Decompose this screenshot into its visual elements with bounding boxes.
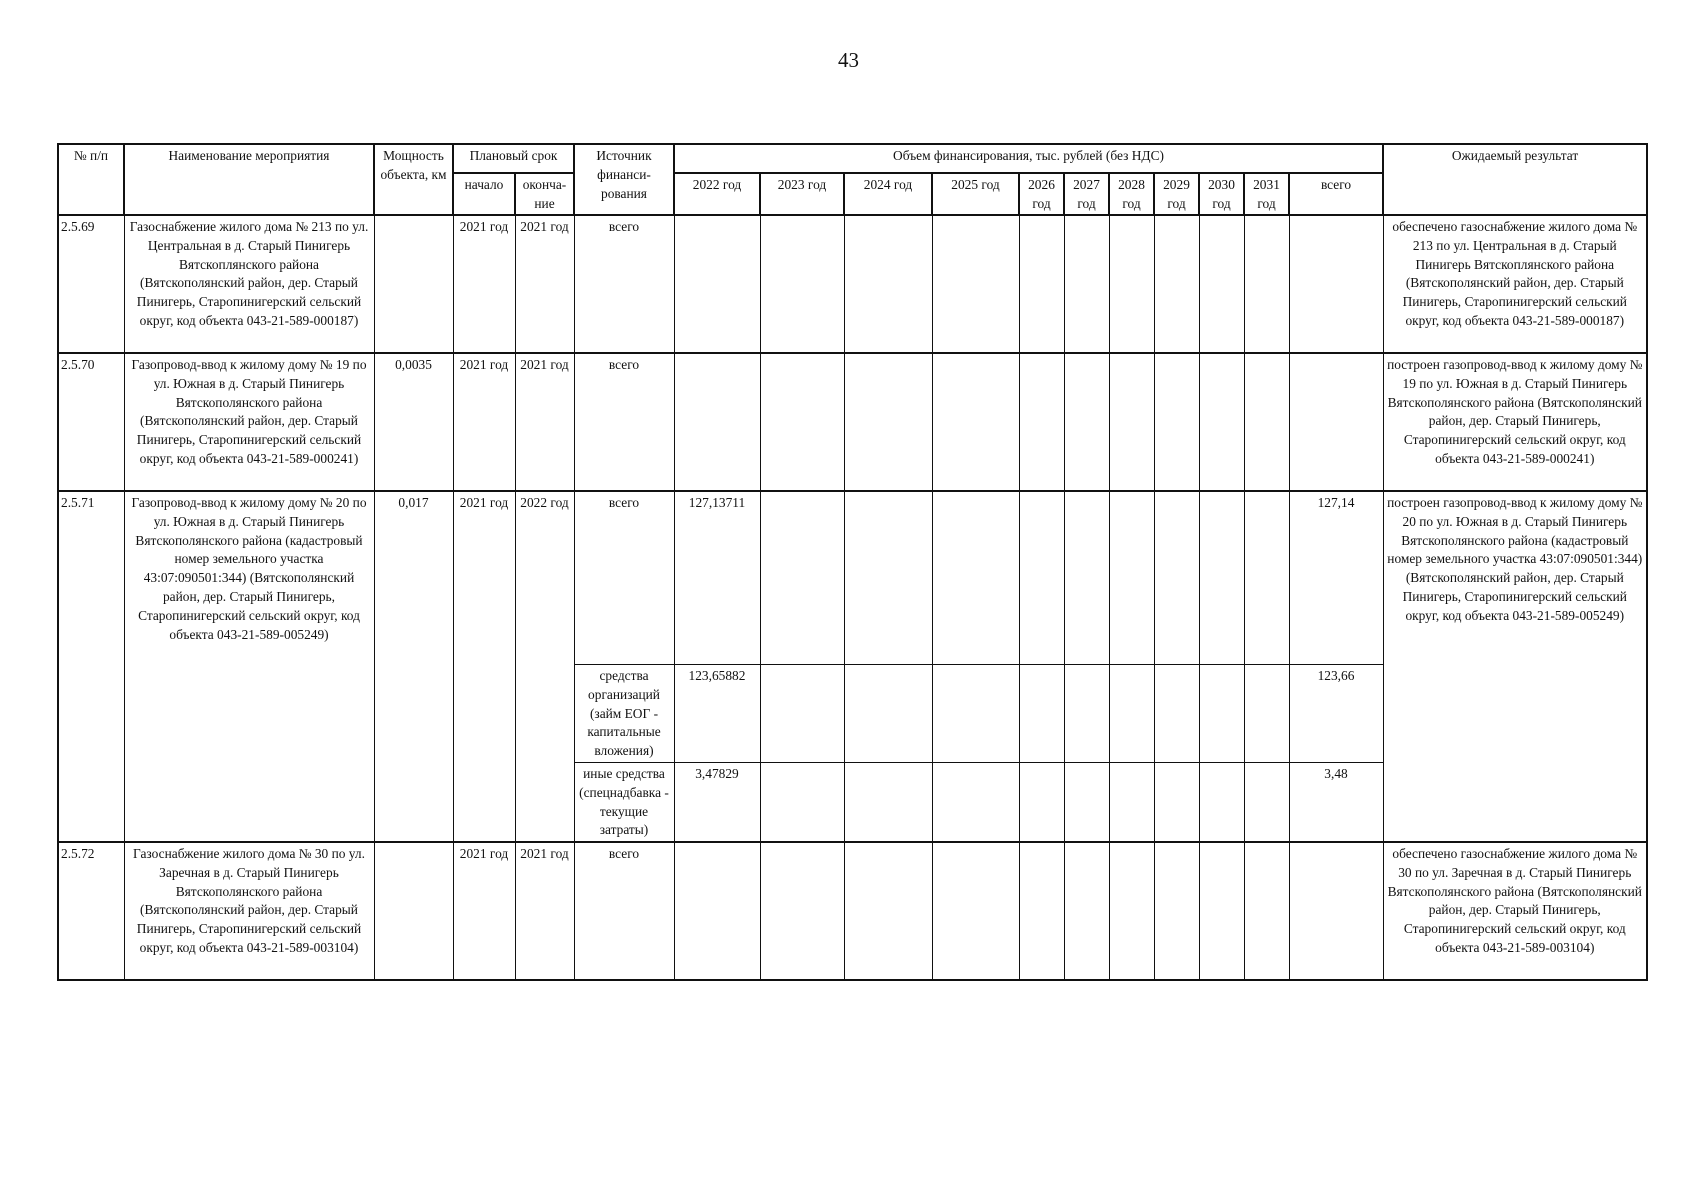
header-year: 2025 год xyxy=(932,173,1019,215)
row-source: всего xyxy=(574,353,674,491)
row-name: Газоснабжение жилого дома № 213 по ул. Центральная в д. Старый Пинигерь Вятскоплянского района (Вятскополянский район, дер. Старый Пинигерь, Старопинигерский сельский округ, код объекта 043-21-589-000187) xyxy=(124,215,374,353)
table-header xyxy=(58,144,1647,215)
row-capacity xyxy=(374,215,453,353)
row-num: 2.5.72 xyxy=(58,842,124,980)
table-row xyxy=(58,842,1647,980)
row-value-2022: 123,65882 xyxy=(674,665,760,763)
row-num: 2.5.71 xyxy=(58,491,124,842)
header-num: № п/п xyxy=(58,144,124,215)
page-number: 43 xyxy=(838,48,859,72)
row-total: 3,48 xyxy=(1289,763,1383,843)
row-source: средства организаций (займ ЕОГ - капитальные вложения) xyxy=(574,665,674,763)
row-total xyxy=(1289,842,1383,980)
row-total xyxy=(1289,353,1383,491)
row-value-2022: 3,47829 xyxy=(674,763,760,843)
row-source: иные средства (спецнадбавка - текущие затраты) xyxy=(574,763,674,843)
table-row xyxy=(58,353,1647,491)
header-name: Наименование мероприятия xyxy=(124,144,374,215)
header-year: 2031 год xyxy=(1244,173,1289,215)
row-result: обеспечено газоснабжение жилого дома № 213 по ул. Центральная в д. Старый Пинигерь Вятскоплянского района (Вятскополянский район, дер. Старый Пинигерь, Старопинигерский сельский округ, код объекта 043-21-589-000187) xyxy=(1383,215,1647,353)
row-name: Газопровод-ввод к жилому дому № 20 по ул. Южная в д. Старый Пинигерь Вятскополянского района (кадастровый номер земельного участка 43:07:090501:344) (Вятскополянский район, дер. Старый Пинигерь, Старопинигерский сельский округ, код объекта 043-21-589-005249) xyxy=(124,491,374,842)
header-planned-term: Плановый срок xyxy=(453,144,574,173)
financing-table xyxy=(57,143,1648,981)
row-result: обеспечено газоснабжение жилого дома № 30 по ул. Заречная в д. Старый Пинигерь Вятскополянского района (Вятскополянский район, дер. Старый Пинигерь, Старопинигерский сельский округ, код объекта 043-21-589-003104) xyxy=(1383,842,1647,980)
row-end: 2021 год xyxy=(515,842,574,980)
header-capacity: Мощность объекта, км xyxy=(374,144,453,215)
row-value-2022 xyxy=(674,353,760,491)
header-start: начало xyxy=(453,173,515,215)
row-name: Газопровод-ввод к жилому дому № 19 по ул. Южная в д. Старый Пинигерь Вятскополянского района (Вятскополянский район, дер. Старый Пинигерь, Старопинигерский сельский округ, код объекта 043-21-589-000241) xyxy=(124,353,374,491)
row-end: 2021 год xyxy=(515,353,574,491)
header-total: всего xyxy=(1289,173,1383,215)
header-year: 2024 год xyxy=(844,173,932,215)
header-year: 2027 год xyxy=(1064,173,1109,215)
header-year: 2026 год xyxy=(1019,173,1064,215)
row-num: 2.5.70 xyxy=(58,353,124,491)
header-year: 2023 год xyxy=(760,173,844,215)
header-year: 2029 год xyxy=(1154,173,1199,215)
row-source: всего xyxy=(574,842,674,980)
row-start: 2021 год xyxy=(453,353,515,491)
row-total: 127,14 xyxy=(1289,491,1383,665)
row-name: Газоснабжение жилого дома № 30 по ул. Заречная в д. Старый Пинигерь Вятскополянского района (Вятскополянский район, дер. Старый Пинигерь, Старопинигерский сельский округ, код объекта 043-21-589-003104) xyxy=(124,842,374,980)
row-capacity: 0,017 xyxy=(374,491,453,842)
row-start: 2021 год xyxy=(453,842,515,980)
header-result: Ожидаемый результат xyxy=(1383,144,1647,215)
row-value-2022 xyxy=(674,215,760,353)
header-year: 2030 год xyxy=(1199,173,1244,215)
header-year: 2028 год xyxy=(1109,173,1154,215)
row-source: всего xyxy=(574,215,674,353)
row-value-2022 xyxy=(674,842,760,980)
row-start: 2021 год xyxy=(453,215,515,353)
row-total xyxy=(1289,215,1383,353)
row-capacity xyxy=(374,842,453,980)
row-source: всего xyxy=(574,491,674,665)
header-end: оконча-ние xyxy=(515,173,574,215)
header-financing: Объем финансирования, тыс. рублей (без НДС) xyxy=(674,144,1383,173)
row-capacity: 0,0035 xyxy=(374,353,453,491)
header-source: Источник финанси-рования xyxy=(574,144,674,215)
row-num: 2.5.69 xyxy=(58,215,124,353)
row-total: 123,66 xyxy=(1289,665,1383,763)
row-result: построен газопровод-ввод к жилому дому № 20 по ул. Южная в д. Старый Пинигерь Вятскополянского района (кадастровый номер земельного участка 43:07:090501:344) (Вятскополянский район, дер. Старый Пинигерь, Старопинигерский сельский округ, код объекта 043-21-589-005249) xyxy=(1383,491,1647,842)
header-year: 2022 год xyxy=(674,173,760,215)
table-row xyxy=(58,215,1647,353)
row-value-2022: 127,13711 xyxy=(674,491,760,665)
row-end: 2022 год xyxy=(515,491,574,842)
row-end: 2021 год xyxy=(515,215,574,353)
row-result: построен газопровод-ввод к жилому дому № 19 по ул. Южная в д. Старый Пинигерь Вятскополянского района (Вятскополянский район, дер. Старый Пинигерь, Старопинигерский сельский округ, код объекта 043-21-589-000241) xyxy=(1383,353,1647,491)
table-row xyxy=(58,491,1647,665)
row-start: 2021 год xyxy=(453,491,515,842)
